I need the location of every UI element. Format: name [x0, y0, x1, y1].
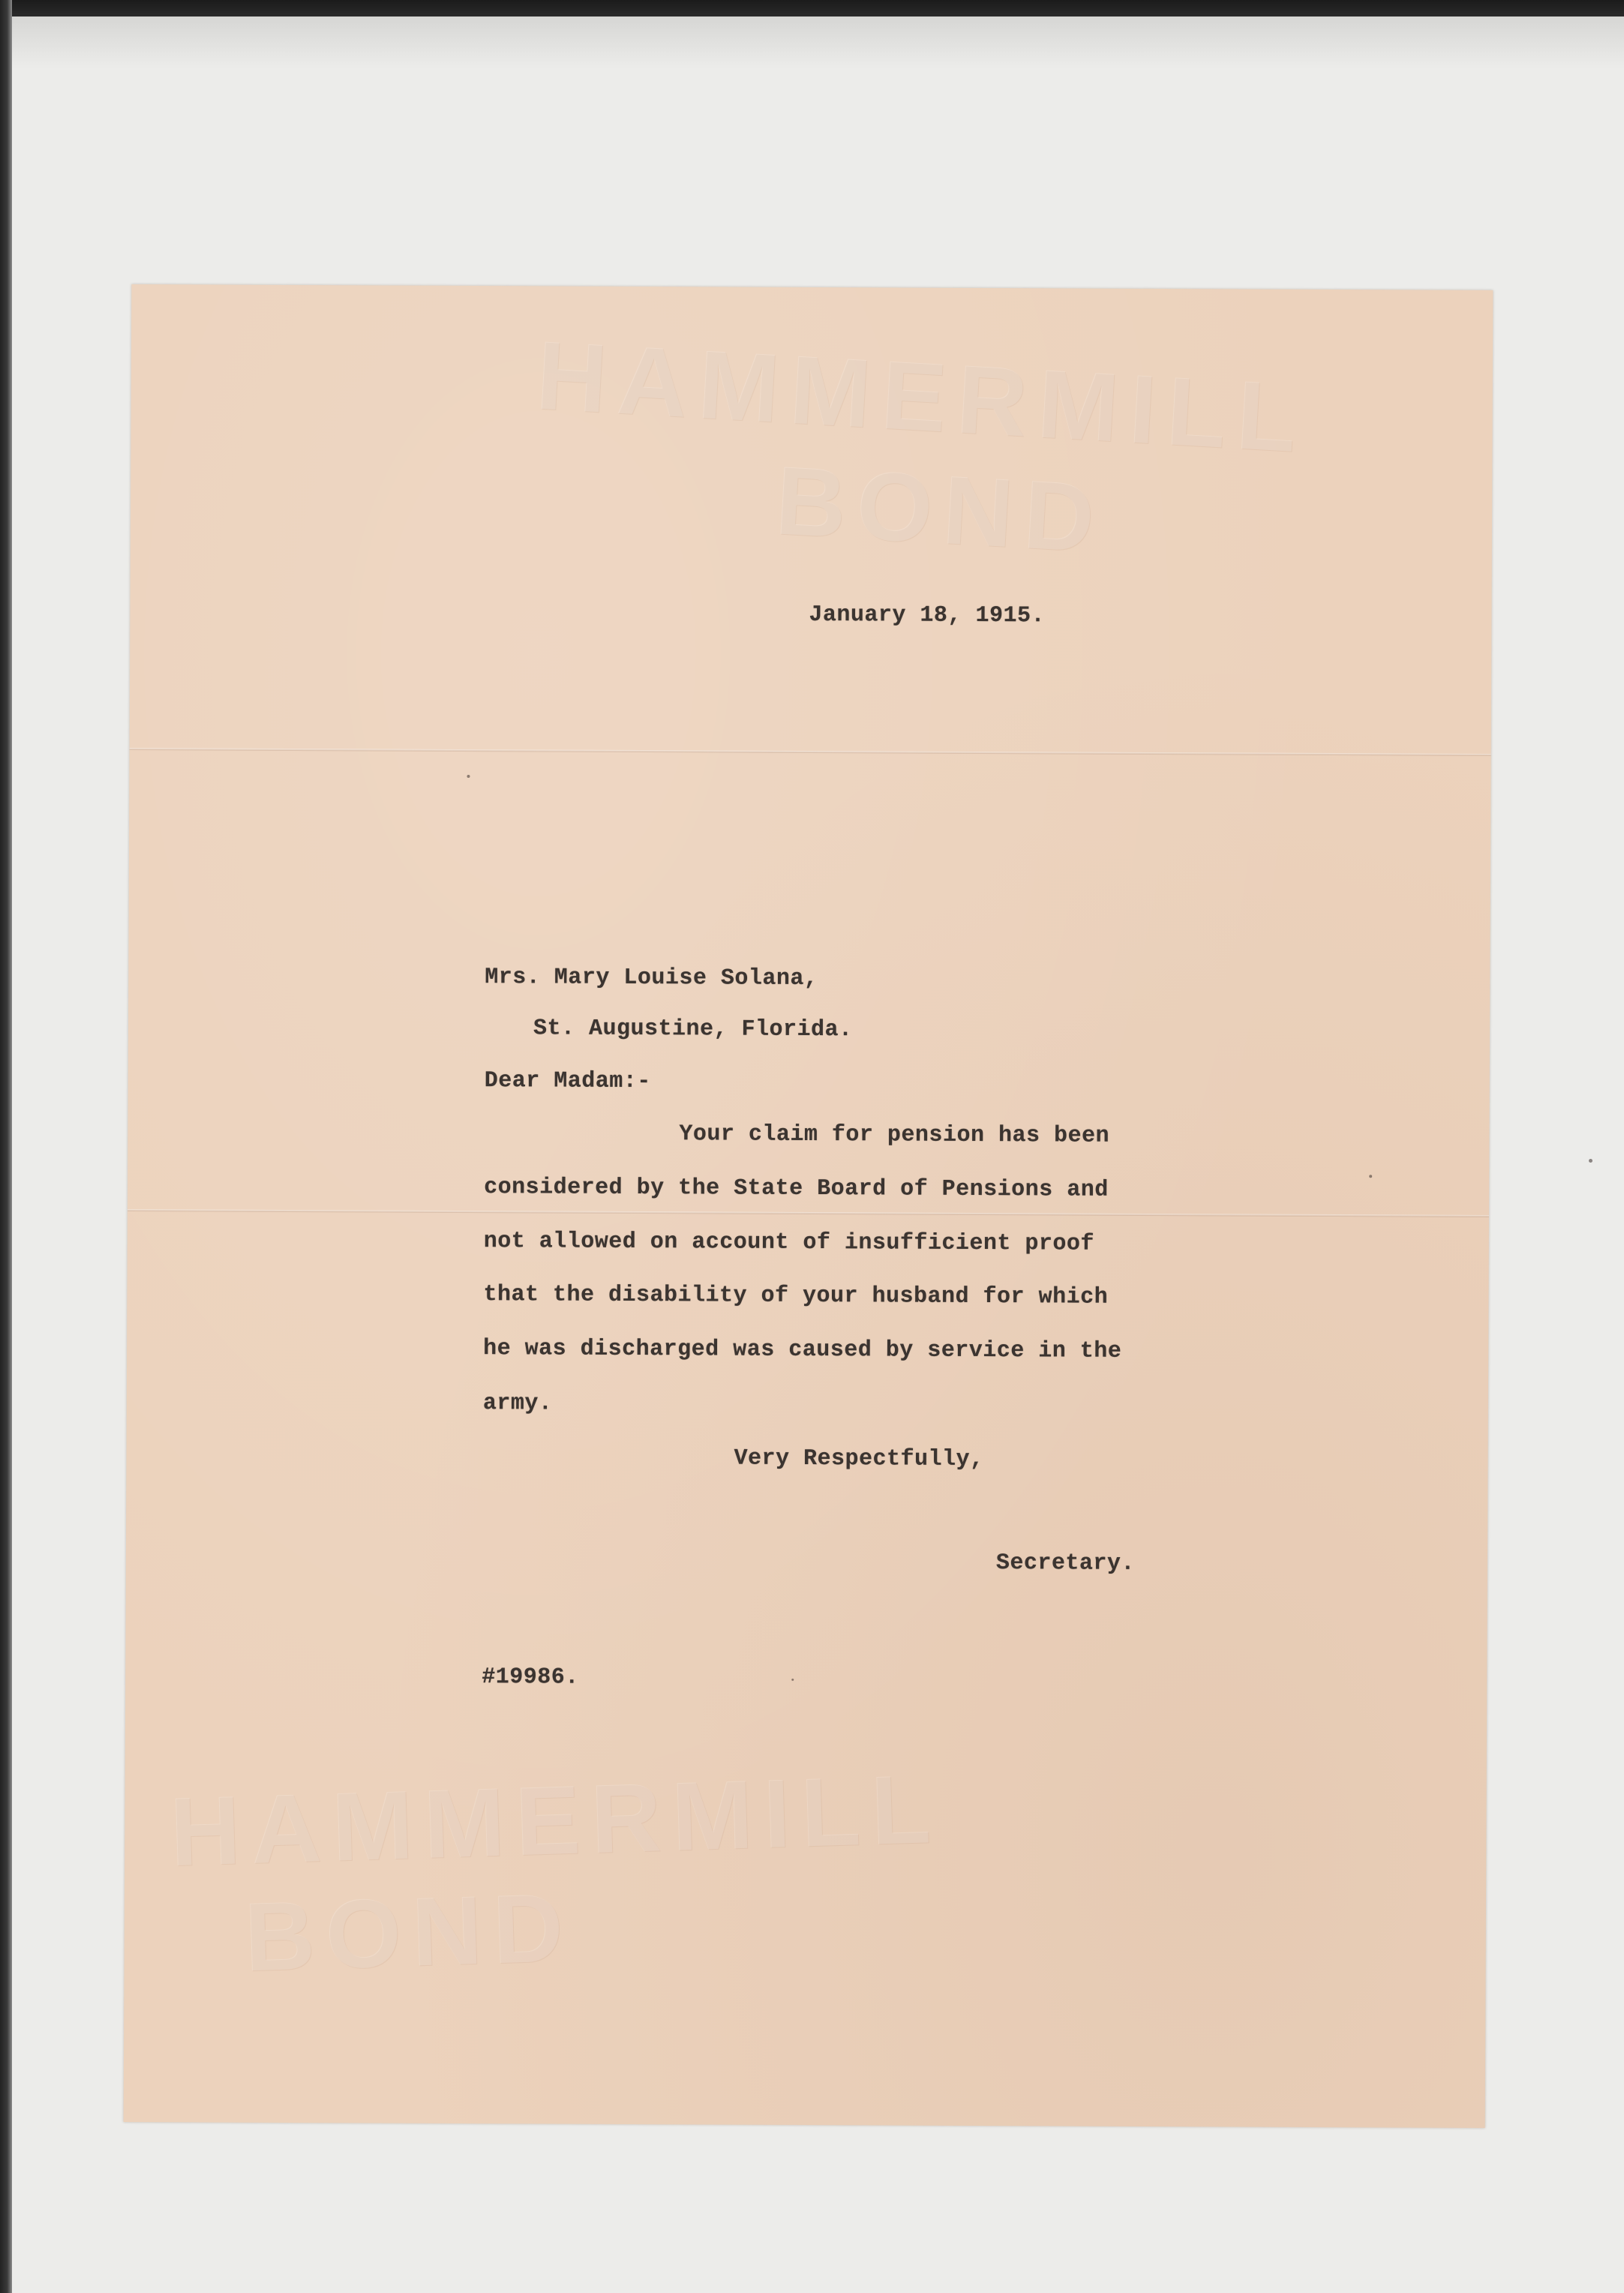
recipient-name: Mrs. Mary Louise Solana,	[485, 965, 818, 992]
file-number: #19986.	[482, 1664, 579, 1691]
body-line: army.	[482, 1391, 553, 1417]
watermark-top-line2: BOND	[773, 445, 1108, 574]
fold-line	[130, 748, 1491, 756]
watermark-top-line1: HAMMERMILL	[533, 320, 1310, 473]
letter-sheet	[124, 284, 1493, 2128]
signature-title: Secretary.	[995, 1550, 1136, 1577]
body-line: not allowed on account of insufficient proof	[483, 1229, 1094, 1257]
body-line: he was discharged was caused by service in the	[483, 1336, 1122, 1364]
recipient-location: St. Augustine, Florida.	[533, 1016, 853, 1043]
closing: Very Respectfully,	[734, 1445, 984, 1473]
body-line: that the disability of your husband for which	[483, 1282, 1109, 1310]
scanner-shadow	[12, 17, 1624, 69]
letter-date: January 18, 1915.	[809, 602, 1046, 629]
ink-speck	[1589, 1159, 1592, 1163]
fold-line	[128, 1209, 1489, 1217]
ink-speck	[467, 775, 470, 778]
scanner-top-edge	[0, 0, 1624, 17]
body-line: Your claim for pension has been	[679, 1121, 1110, 1149]
salutation: Dear Madam:-	[484, 1068, 651, 1095]
ink-speck	[1369, 1175, 1372, 1178]
body-line: considered by the State Board of Pensions and	[484, 1175, 1109, 1203]
watermark-bottom-line2: BOND	[242, 1872, 575, 1992]
ink-speck	[791, 1679, 794, 1681]
watermark-bottom-line1: HAMMERMILL	[168, 1753, 943, 1887]
scanner-left-edge	[0, 0, 12, 2293]
